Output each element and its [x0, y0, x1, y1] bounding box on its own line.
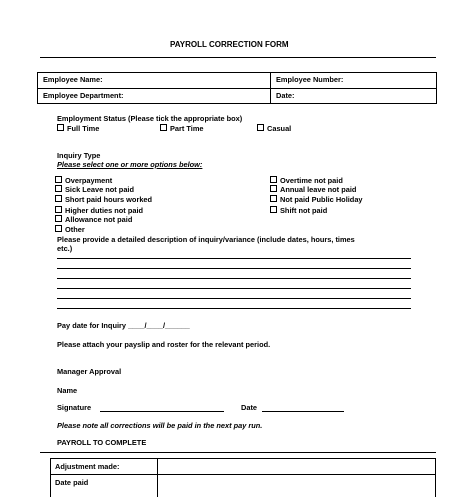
checkbox-icon[interactable] [270, 195, 277, 202]
checkbox-icon[interactable] [55, 206, 62, 213]
checkbox-icon[interactable] [57, 124, 64, 131]
inquiry-option-other[interactable]: Other [55, 225, 85, 234]
inquiry-option-shift[interactable]: Shift not paid [270, 206, 327, 215]
adjustment-made-label: Adjustment made: [55, 462, 120, 471]
checkbox-icon[interactable] [55, 176, 62, 183]
employee-number-field[interactable]: Employee Number: [276, 75, 344, 84]
manager-date-line[interactable] [262, 411, 344, 412]
manager-date-label: Date [241, 403, 258, 412]
inquiry-option-sick-leave[interactable]: Sick Leave not paid [55, 185, 134, 194]
description-line[interactable] [57, 288, 411, 289]
attach-note: Please attach your payslip and roster for the relevant period. [57, 340, 271, 349]
checkbox-icon[interactable] [270, 206, 277, 213]
employment-status-heading: Employment Status (Please tick the appropriate box) [57, 114, 243, 123]
corrections-note: Please note all corrections will be paid in the next pay run. [57, 421, 263, 430]
inquiry-instruction: Please select one or more options below: [57, 160, 203, 169]
adjustment-made-field[interactable] [158, 459, 435, 473]
pay-date-row [57, 321, 190, 330]
inquiry-option-higher-duties[interactable]: Higher duties not paid [55, 206, 143, 215]
checkbox-icon[interactable] [270, 176, 277, 183]
page-title: PAYROLL CORRECTION FORM [170, 40, 289, 49]
part-time-option[interactable]: Part Time [160, 124, 204, 133]
inquiry-type-heading: Inquiry Type [57, 151, 101, 160]
inquiry-option-short-paid[interactable]: Short paid hours worked [55, 195, 152, 204]
checkbox-icon[interactable] [55, 185, 62, 192]
signature-line[interactable] [100, 411, 224, 412]
checkbox-icon[interactable] [160, 124, 167, 131]
description-line[interactable] [57, 278, 411, 279]
checkbox-icon[interactable] [270, 185, 277, 192]
date-paid-field[interactable] [158, 475, 435, 495]
inquiry-option-overpayment[interactable]: Overpayment [55, 176, 112, 185]
pay-date-input[interactable]: ____/____/______ [128, 321, 190, 330]
description-line[interactable] [57, 298, 411, 299]
employee-name-field[interactable]: Employee Name: [43, 75, 103, 84]
inquiry-option-annual-leave[interactable]: Annual leave not paid [270, 185, 356, 194]
payroll-heading: PAYROLL TO COMPLETE [57, 438, 147, 447]
pay-date-label: Pay date for Inquiry [57, 321, 126, 330]
table-column-divider [270, 72, 271, 104]
employee-department-field[interactable]: Employee Department: [43, 91, 124, 100]
manager-name-label: Name [57, 386, 78, 395]
description-line[interactable] [57, 308, 411, 309]
table-row-divider [37, 88, 437, 89]
checkbox-icon[interactable] [55, 215, 62, 222]
inquiry-option-public-holiday[interactable]: Not paid Public Holiday [270, 195, 363, 204]
manager-approval-heading: Manager Approval [57, 367, 122, 376]
description-line[interactable] [57, 258, 411, 259]
inquiry-option-overtime[interactable]: Overtime not paid [270, 176, 343, 185]
inquiry-option-allowance[interactable]: Allowance not paid [55, 215, 132, 224]
title-rule [40, 57, 436, 58]
checkbox-icon[interactable] [257, 124, 264, 131]
date-field[interactable]: Date: [276, 91, 295, 100]
description-prompt: Please provide a detailed description of inquiry/variance (include dates, hours, times [57, 235, 355, 244]
date-paid-label: Date paid [55, 478, 89, 487]
checkbox-icon[interactable] [55, 225, 62, 232]
casual-option[interactable]: Casual [257, 124, 291, 133]
description-line[interactable] [57, 268, 411, 269]
full-time-option[interactable]: Full Time [57, 124, 99, 133]
payroll-rule [40, 452, 436, 453]
description-prompt-cont: etc.) [57, 244, 73, 253]
signature-label: Signature [57, 403, 92, 412]
checkbox-icon[interactable] [55, 195, 62, 202]
